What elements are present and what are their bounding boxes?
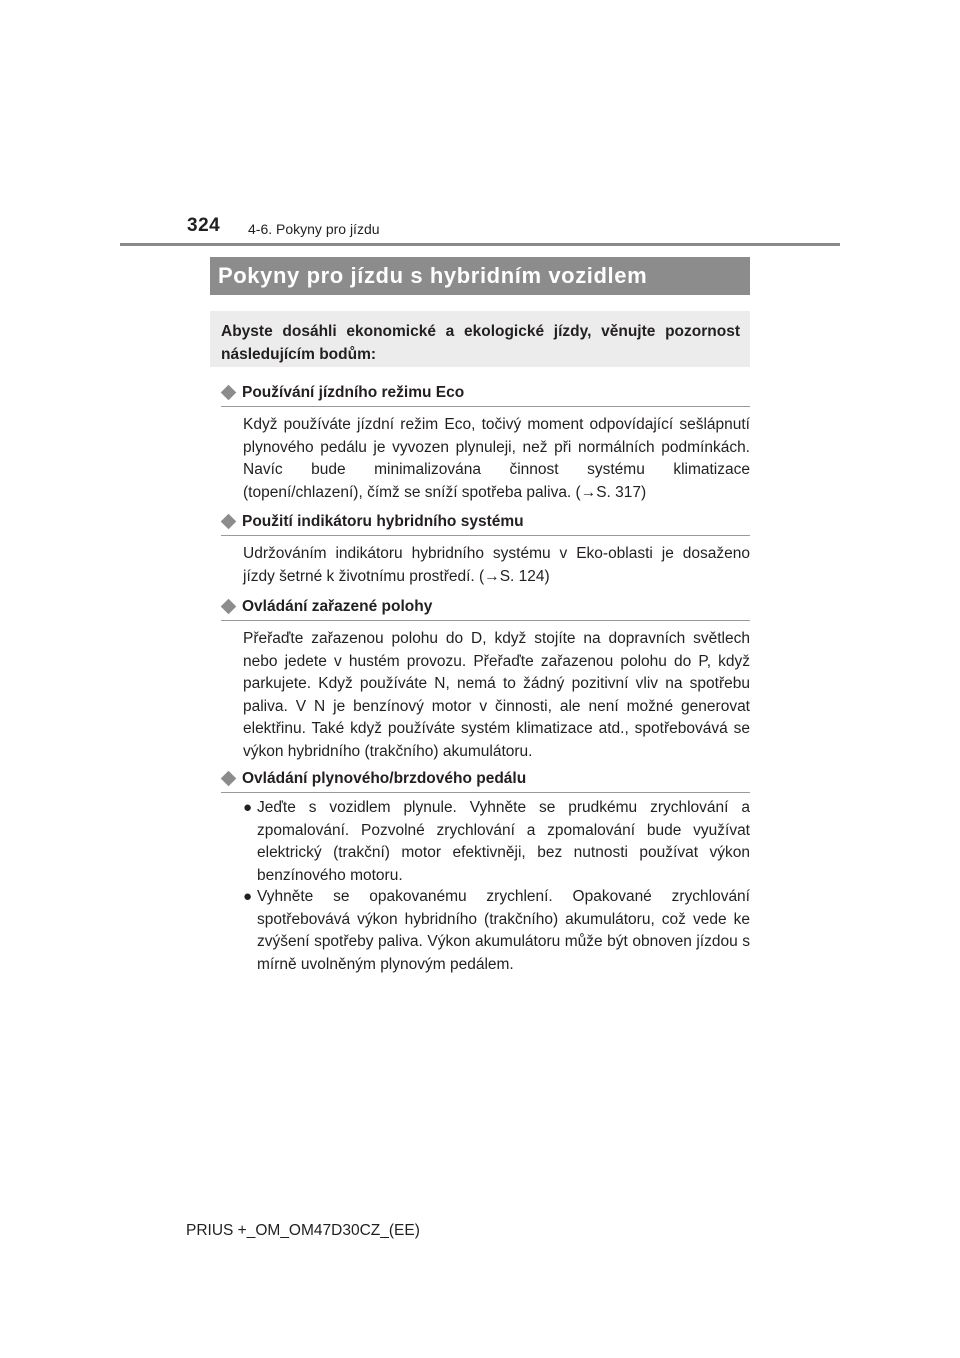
diamond-icon	[221, 771, 237, 787]
diamond-icon	[221, 514, 237, 530]
section-heading-eco	[221, 382, 750, 407]
header-divider	[120, 243, 840, 246]
section-title: Pokyny pro jízdu s hybridním vozidlem	[210, 257, 750, 295]
diamond-icon	[221, 385, 237, 401]
intro-text: Abyste dosáhli ekonomické a ekologické jízdy, věnujte pozornost následujícím bodům:	[221, 323, 740, 363]
list-item-text: Jeďte s vozidlem plynule. Vyhněte se prudkému zrychlování a zpomalování. Pozvolné zrychlování a zpomalování bude využívat elektrický (trakční) motor efektivněji, bez nutnosti používat výkon benzínového motoru.	[257, 799, 750, 884]
section-heading-indicator	[221, 511, 750, 536]
list-item	[243, 886, 750, 976]
section-heading-text: Ovládání plynového/brzdového pedálu	[242, 770, 527, 787]
diamond-icon	[221, 599, 237, 615]
list-item	[243, 797, 750, 887]
intro-box	[210, 311, 750, 367]
section-heading-gear	[221, 596, 750, 621]
section-heading-pedal	[221, 768, 750, 793]
list-item-text: Vyhněte se opakovanému zrychlení. Opakované zrychlování spotřebovává výkon hybridního (trakčního) akumulátoru, což vede ke zvýšení spotřeby paliva. Výkon akumulátoru může být obnoven jízdou s mírně uvolněným plynovým pedálem.	[257, 888, 750, 973]
footer-document-code: PRIUS +_OM_OM47D30CZ_(EE)	[186, 1222, 420, 1239]
section-heading-text: Používání jízdního režimu Eco	[242, 384, 465, 401]
section-body-eco: Když používáte jízdní režim Eco, točivý moment odpovídající sešlápnutí plynového pedálu je vyvozen plynuleji, než při normálních podmínkách. Navíc bude minimalizována činnost systému klimatizace (topení/chlazení), čímž se sníží spotřeba paliva. (→S. 317)	[243, 416, 750, 501]
page-number: 324	[187, 215, 221, 236]
chapter-title: 4-6. Pokyny pro jízdu	[248, 221, 380, 237]
bullet-icon: ●	[243, 799, 253, 816]
section-body-gear: Přeřaďte zařazenou polohu do D, když stojíte na dopravních světlech nebo jedete v hustém provozu. Přeřaďte zařazenou polohu do P, když parkujete. Když používáte N, nemá to žádný pozitivní vliv na spotřebu paliva. V N je benzínový motor v činnosti, ale není možné generovat elektřinu. Také když používáte systém klimatizace atd., spotřebovává se výkon hybridního (trakčního) akumulátoru.	[243, 630, 750, 760]
section-heading-text: Ovládání zařazené polohy	[242, 598, 433, 615]
section-heading-text: Použití indikátoru hybridního systému	[242, 513, 524, 530]
section-body-indicator: Udržováním indikátoru hybridního systému v Eko-oblasti je dosaženo jízdy šetrné k životnímu prostředí. (→S. 124)	[243, 545, 750, 585]
bullet-icon: ●	[243, 888, 253, 905]
